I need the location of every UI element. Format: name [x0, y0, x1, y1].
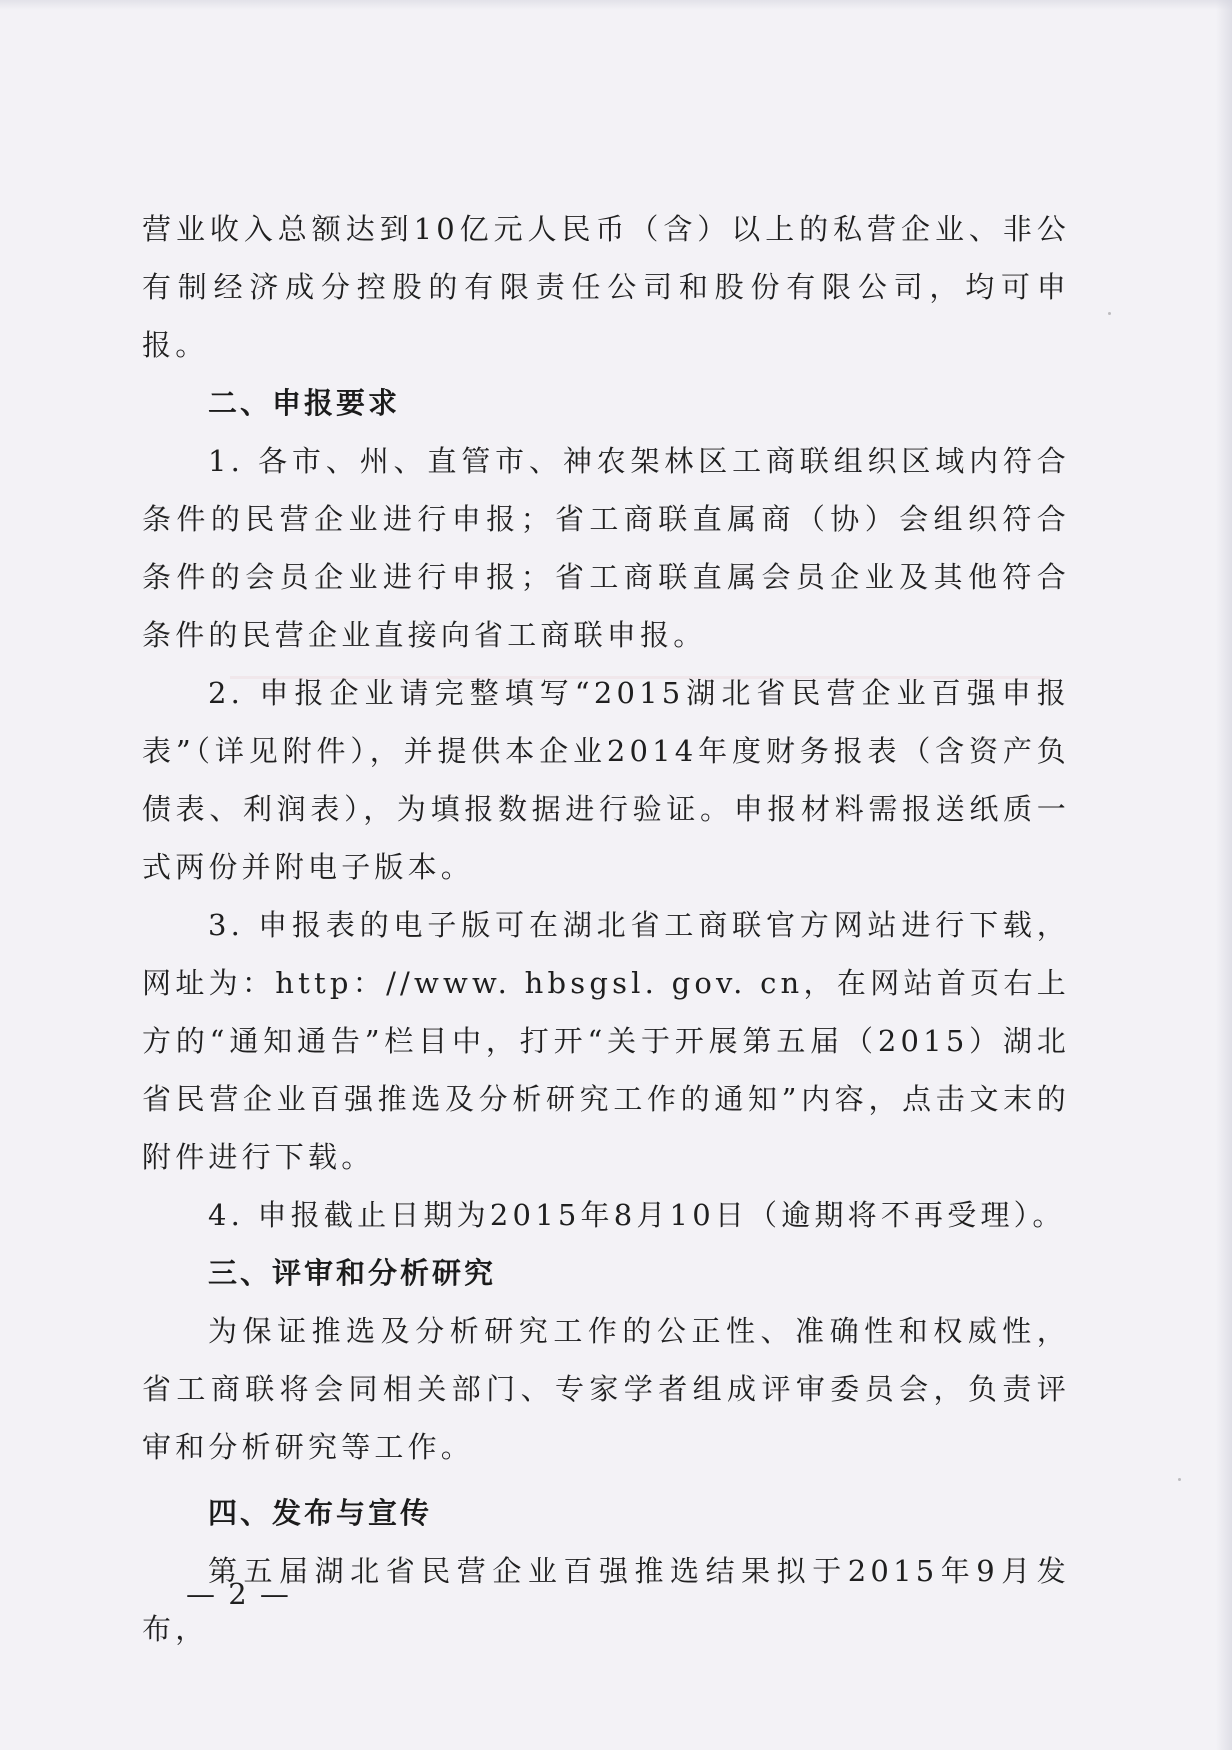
- paragraph-requirement-2: 2. 申报企业请完整填写“2015湖北省民营企业百强申报表”（详见附件），并提供本企业2014年度财务报表（含资产负债表、利润表），为填报数据进行验证。申报材料需报送纸质一式两份并附电子版本。: [142, 676, 1070, 884]
- page-top-edge: [0, 0, 1232, 10]
- paragraph-requirement-3: 3. 申报表的电子版可在湖北省工商联官方网站进行下载，网址为：http：//www. hbsgsl. gov. cn，在网站首页右上方的“通知通告”栏目中，打开“关于开展第五届（2015）湖北省民营企业百强推选及分析研究工作的通知”内容，点击文末的附件进行下载。: [142, 908, 1070, 1174]
- paper-speck: [1178, 1478, 1181, 1481]
- paragraph-requirement-4: 4. 申报截止日期为2015年8月10日（逾期将不再受理）。: [208, 1198, 1066, 1232]
- paper-speck: [1108, 312, 1111, 315]
- paragraph-publication: 第五届湖北省民营企业百强推选结果拟于2015年9月发布，: [142, 1554, 1070, 1646]
- section-heading-requirements: 二、申报要求: [208, 386, 401, 420]
- section-heading-publication: 四、发布与宣传: [208, 1496, 433, 1530]
- page-number: — 2 —: [186, 1577, 291, 1611]
- page-right-edge: [1216, 0, 1232, 1750]
- document-body: [142, 200, 1070, 1658]
- paragraph-intro-continued: 营业收入总额达到10亿元人民币（含）以上的私营企业、非公有制经济成分控股的有限责任公司和股份有限公司，均可申报。: [142, 212, 1070, 362]
- section-heading-review: 三、评审和分析研究: [208, 1256, 497, 1290]
- paragraph-review: 为保证推选及分析研究工作的公正性、准确性和权威性，省工商联将会同相关部门、专家学者组成评审委员会，负责评审和分析研究等工作。: [142, 1314, 1070, 1464]
- paragraph-requirement-1: 1. 各市、州、直管市、神农架林区工商联组织区域内符合条件的民营企业进行申报；省工商联直属商（协）会组织符合条件的会员企业进行申报；省工商联直属会员企业及其他符合条件的民营企业直接向省工商联申报。: [142, 444, 1070, 652]
